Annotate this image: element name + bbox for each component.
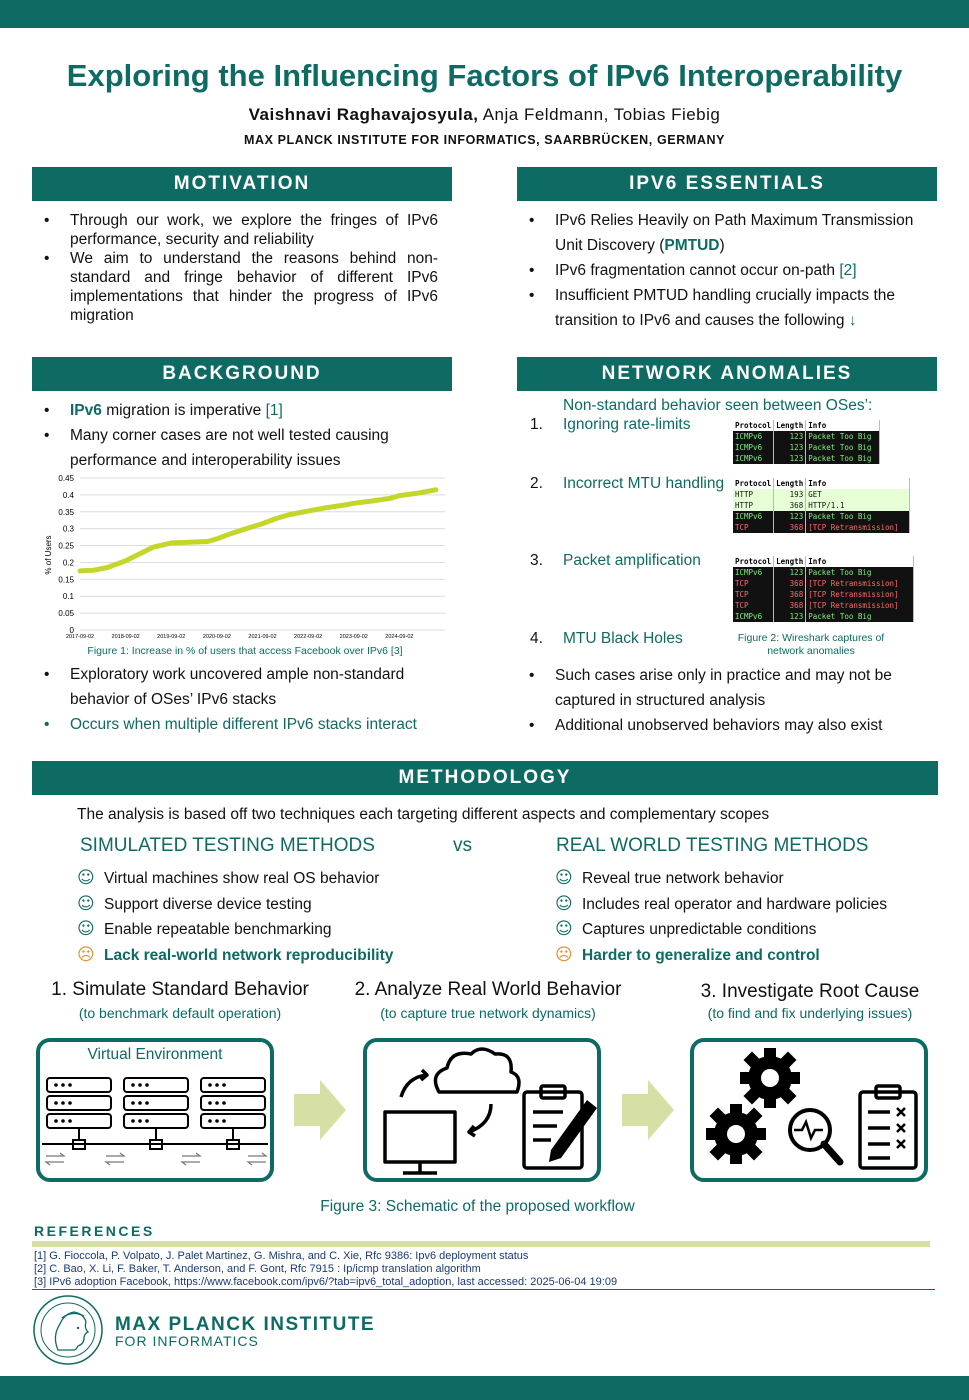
con-item <box>77 943 393 969</box>
pro-text: Virtual machines show real OS behavior <box>104 870 380 887</box>
capture-row <box>733 500 910 511</box>
computer-cloud-clipboard-icon <box>367 1042 597 1178</box>
chart-y-tick-label: 0.4 <box>62 490 74 500</box>
co-authors: Anja Feldmann, Tobias Fiebig <box>478 105 721 124</box>
essentials-text: Insufficient PMTUD handling crucially impacts the transition to IPv6 and causes the following <box>555 287 895 329</box>
capture-info: [TCP Retransmission] <box>806 589 914 600</box>
reference-item: [2] C. Bao, X. Li, F. Baker, T. Anderson, and F. Gont, Rfc 7915 : Ip/icmp translation algorithm <box>34 1263 481 1275</box>
capture-row <box>733 611 914 622</box>
capture-length: 368 <box>774 589 806 600</box>
col-info: Info <box>806 478 910 489</box>
main-author: Vaishnavi Raghavajosyula, <box>248 105 479 124</box>
step-2-subtitle: (to capture true network dynamics) <box>380 1005 596 1021</box>
step-3-title: 3. Investigate Root Cause <box>700 981 920 1002</box>
col-info: Info <box>806 420 880 431</box>
anomaly-label: Incorrect MTU handling <box>563 475 725 492</box>
ipv6-adoption-chart <box>40 470 450 640</box>
pro-item <box>77 917 393 943</box>
col-protocol: Protocol <box>733 420 774 431</box>
pmtud-highlight: PMTUD <box>664 237 720 254</box>
capture-info: GET <box>806 489 910 500</box>
capture-protocol: ICMPv6 <box>733 611 774 622</box>
capture-row <box>733 578 914 589</box>
capture-length: 368 <box>774 522 806 533</box>
essentials-text: IPv6 Relies Heavily on Path Maximum Transmission Unit Discovery ( <box>555 212 914 254</box>
capture-row <box>733 453 880 464</box>
anomaly-item <box>530 416 691 434</box>
capture-header-row <box>733 420 880 431</box>
references-list <box>34 1250 617 1289</box>
essentials-text: ) <box>719 237 725 254</box>
simulated-pros-cons <box>77 866 393 968</box>
capture-row <box>733 589 914 600</box>
capture-protocol: HTTP <box>733 489 774 500</box>
pro-text: Includes real operator and hardware policies <box>582 895 888 913</box>
essentials-bullet <box>517 283 927 333</box>
col-length: Length <box>774 556 806 567</box>
methodology-heading: METHODOLOGY <box>32 761 938 795</box>
col-length: Length <box>774 478 806 489</box>
capture-info: Packet Too Big <box>806 611 914 622</box>
pro-item <box>555 866 887 892</box>
authors <box>0 105 969 125</box>
capture-length: 123 <box>774 611 806 622</box>
institute-subtitle: FOR INFORMATICS <box>115 1333 259 1349</box>
capture-protocol: TCP <box>733 522 774 533</box>
capture-protocol: ICMPv6 <box>733 453 774 464</box>
happy-face-icon: ☺ <box>555 893 573 914</box>
chart-y-tick-label: 0.25 <box>58 541 74 551</box>
capture-row <box>733 489 910 500</box>
capture-header-row <box>733 478 910 489</box>
methodology-intro: The analysis is based off two techniques each targeting different aspects and complementary scopes <box>77 806 770 823</box>
chart-y-tick-label: 0.1 <box>62 592 74 602</box>
con-text: Lack real-world network reproducibility <box>104 946 394 964</box>
capture-length: 368 <box>774 578 806 589</box>
figure1-caption: Figure 1: Increase in % of users that access Facebook over IPv6 [3] <box>87 645 403 657</box>
reference-link[interactable]: [1] <box>265 402 283 419</box>
capture-length: 123 <box>774 567 806 578</box>
col-protocol: Protocol <box>733 556 774 567</box>
anomaly-number: 4. <box>530 630 543 647</box>
references-divider <box>32 1241 930 1247</box>
ipv6-highlight: IPv6 <box>70 402 102 419</box>
step-3-subtitle: (to find and fix underlying issues) <box>707 1005 913 1021</box>
wireshark-capture-1 <box>733 420 880 464</box>
capture-length: 123 <box>774 442 806 453</box>
capture-info: HTTP/1.1 <box>806 500 910 511</box>
footer-divider <box>32 1289 935 1290</box>
capture-protocol: TCP <box>733 578 774 589</box>
chart-series-line <box>80 490 436 571</box>
workflow-arrow-icon <box>622 1080 674 1140</box>
happy-face-icon: ☺ <box>77 919 95 939</box>
chart-series <box>80 490 436 571</box>
anomaly-label: Ignoring rate-limits <box>563 416 691 433</box>
capture-protocol: ICMPv6 <box>733 511 774 522</box>
chart-x-ticks <box>66 634 414 640</box>
chart-y-tick-label: 0.35 <box>58 507 74 517</box>
bottom-bar <box>0 1376 969 1400</box>
motivation-bullet: • We aim to understand the reasons behind non-standard and fringe behavior of different IPv6 implementations that hinder the progress of IPv6 migration <box>32 249 438 325</box>
chart-y-tick-label: 0.15 <box>58 575 74 585</box>
anomalies-heading: NETWORK ANOMALIES <box>517 357 937 391</box>
anomaly-label: Packet amplification <box>563 552 701 569</box>
anomalies-list <box>517 663 927 738</box>
chart-y-tick-label: 0.3 <box>62 524 74 534</box>
happy-face-icon: ☺ <box>555 868 573 888</box>
chart-y-tick-label: 0.2 <box>62 558 74 568</box>
minerva-logo-icon <box>32 1294 104 1366</box>
reference-item: [3] IPv6 adoption Facebook, https://www.facebook.com/ipv6/?tab=ipv6_total_adoption, last accessed: 2025-06-04 19:09 <box>34 1276 618 1288</box>
capture-protocol: ICMPv6 <box>733 567 774 578</box>
figure3-caption: Figure 3: Schematic of the proposed workflow <box>320 1198 635 1215</box>
down-arrow-icon: ↓ <box>848 312 857 329</box>
pro-item <box>555 892 887 918</box>
poster-title: Exploring the Influencing Factors of IPv6 Interoperability <box>66 58 903 93</box>
anomaly-item <box>530 630 683 648</box>
gears-magnifier-checklist-icon <box>694 1042 924 1178</box>
capture-info: Packet Too Big <box>806 511 910 522</box>
pro-text: Reveal true network behavior <box>582 870 784 887</box>
references-heading: REFERENCES <box>34 1223 155 1239</box>
background-bullet: • Exploratory work uncovered ample non-standard behavior of OSes’ IPv6 stacks <box>32 662 447 712</box>
capture-length: 123 <box>774 511 806 522</box>
essentials-bullet <box>517 258 927 283</box>
capture-row <box>733 511 910 522</box>
step-2-title: 2. Analyze Real World Behavior <box>354 979 622 1000</box>
figure2-caption-line: network anomalies <box>767 645 855 657</box>
capture-protocol: TCP <box>733 600 774 611</box>
happy-face-icon: ☺ <box>555 919 573 939</box>
essentials-heading: IPV6 ESSENTIALS <box>517 167 937 201</box>
background-heading: BACKGROUND <box>32 357 452 391</box>
motivation-bullet: • Through our work, we explore the fringes of IPv6 performance, security and reliability <box>32 211 438 249</box>
chart-x-tick-label: 2023-09-02 <box>339 634 368 640</box>
workflow-arrow-icon <box>294 1080 346 1140</box>
wireshark-capture-2 <box>733 478 910 533</box>
capture-protocol: HTTP <box>733 500 774 511</box>
sad-face-icon: ☹ <box>77 944 95 965</box>
chart-x-tick-label: 2017-09-02 <box>65 634 95 640</box>
capture-protocol: TCP <box>733 589 774 600</box>
figure2-caption <box>726 632 896 658</box>
con-text: Harder to generalize and control <box>582 946 820 964</box>
server-rack-icon <box>40 1072 270 1182</box>
anomalies-intro: Non-standard behavior seen between OSes’: <box>563 397 873 414</box>
institute-name: MAX PLANCK INSTITUTE <box>115 1314 376 1335</box>
step-1-subtitle: (to benchmark default operation) <box>78 1005 282 1021</box>
chart-y-label: % of Users <box>44 535 53 575</box>
anomaly-number: 2. <box>530 475 543 492</box>
chart-y-tick-label: 0 <box>69 626 74 635</box>
virtual-environment-box <box>36 1038 274 1182</box>
top-bar <box>0 0 969 28</box>
capture-row <box>733 567 914 578</box>
capture-row <box>733 431 880 442</box>
chart-x-tick-label: 2018-09-02 <box>111 634 140 640</box>
anomaly-item <box>530 475 725 493</box>
happy-face-icon: ☺ <box>77 893 95 914</box>
background-bullet <box>32 398 447 423</box>
background-text: migration is imperative <box>101 402 266 419</box>
capture-info: Packet Too Big <box>806 567 914 578</box>
capture-info: Packet Too Big <box>806 431 880 442</box>
motivation-heading: MOTIVATION <box>32 167 452 201</box>
pro-item <box>555 917 887 943</box>
capture-length: 123 <box>774 453 806 464</box>
real-world-methods-title: REAL WORLD TESTING METHODS <box>556 835 869 856</box>
step-1-title: 1. Simulate Standard Behavior <box>51 979 309 1000</box>
capture-info: [TCP Retransmission] <box>806 578 914 589</box>
pro-text: Support diverse device testing <box>104 895 312 913</box>
capture-row <box>733 600 914 611</box>
figure2-caption-line: Figure 2: Wireshark captures of <box>737 632 885 644</box>
pro-text: Enable repeatable benchmarking <box>104 921 332 938</box>
col-protocol: Protocol <box>733 478 774 489</box>
chart-x-tick-label: 2022-09-02 <box>294 634 323 640</box>
chart-y-tick-label: 0.05 <box>58 609 74 619</box>
simulated-methods-title: SIMULATED TESTING METHODS <box>80 835 375 856</box>
anomaly-item <box>530 552 701 570</box>
background-bullet: • Occurs when multiple different IPv6 stacks interact <box>32 712 447 737</box>
root-cause-box <box>690 1038 928 1182</box>
chart-y-ticks <box>58 474 74 635</box>
chart-y-tick-label: 0.45 <box>58 474 74 483</box>
capture-info: [TCP Retransmission] <box>806 600 914 611</box>
col-info: Info <box>806 556 914 567</box>
essentials-bullet <box>517 208 927 258</box>
capture-protocol: ICMPv6 <box>733 442 774 453</box>
essentials-text: IPv6 fragmentation cannot occur on-path <box>555 262 840 279</box>
real-world-pros-cons <box>555 866 887 968</box>
motivation-list <box>32 211 438 325</box>
capture-info: Packet Too Big <box>806 442 880 453</box>
col-length: Length <box>774 420 806 431</box>
capture-header-row <box>733 556 914 567</box>
capture-row <box>733 522 910 533</box>
capture-length: 368 <box>774 500 806 511</box>
happy-face-icon: ☺ <box>77 868 95 888</box>
reference-link[interactable]: [2] <box>839 262 857 279</box>
wireshark-capture-3 <box>733 556 914 622</box>
anomaly-number: 1. <box>530 416 543 433</box>
anomaly-number: 3. <box>530 552 543 569</box>
versus-label: vs <box>453 835 472 856</box>
con-item <box>555 943 887 969</box>
reference-item: [1] G. Fioccola, P. Volpato, J. Palet Martinez, G. Mishra, and C. Xie, Rfc 9386: Ipv6 deployment status <box>34 1250 529 1262</box>
background-bullet: • Many corner cases are not well tested causing performance and interoperability issues <box>32 423 447 473</box>
background-list-2 <box>32 662 447 737</box>
affiliation: MAX PLANCK INSTITUTE FOR INFORMATICS, SAARBRÜCKEN, GERMANY <box>243 133 726 147</box>
virtual-environment-label: Virtual Environment <box>87 1046 223 1063</box>
capture-row <box>733 442 880 453</box>
chart-x-tick-label: 2019-09-02 <box>157 634 186 640</box>
sad-face-icon: ☹ <box>555 944 573 965</box>
capture-length: 193 <box>774 489 806 500</box>
anomaly-label: MTU Black Holes <box>563 630 683 647</box>
pro-text: Captures unpredictable conditions <box>582 921 817 938</box>
essentials-list <box>517 208 927 333</box>
capture-info: Packet Too Big <box>806 453 880 464</box>
anomalies-bullet: • Such cases arise only in practice and may not be captured in structured analysis <box>517 663 927 713</box>
capture-length: 123 <box>774 431 806 442</box>
pro-item <box>77 892 393 918</box>
real-world-analysis-box <box>363 1038 601 1182</box>
capture-protocol: ICMPv6 <box>733 431 774 442</box>
chart-x-tick-label: 2020-09-02 <box>202 634 231 640</box>
capture-length: 368 <box>774 600 806 611</box>
anomalies-bullet: • Additional unobserved behaviors may also exist <box>517 713 927 738</box>
background-list <box>32 398 447 473</box>
chart-x-tick-label: 2024-09-02 <box>385 634 414 640</box>
pro-item <box>77 866 393 892</box>
chart-x-tick-label: 2021-09-02 <box>248 634 277 640</box>
capture-info: [TCP Retransmission] <box>806 522 910 533</box>
